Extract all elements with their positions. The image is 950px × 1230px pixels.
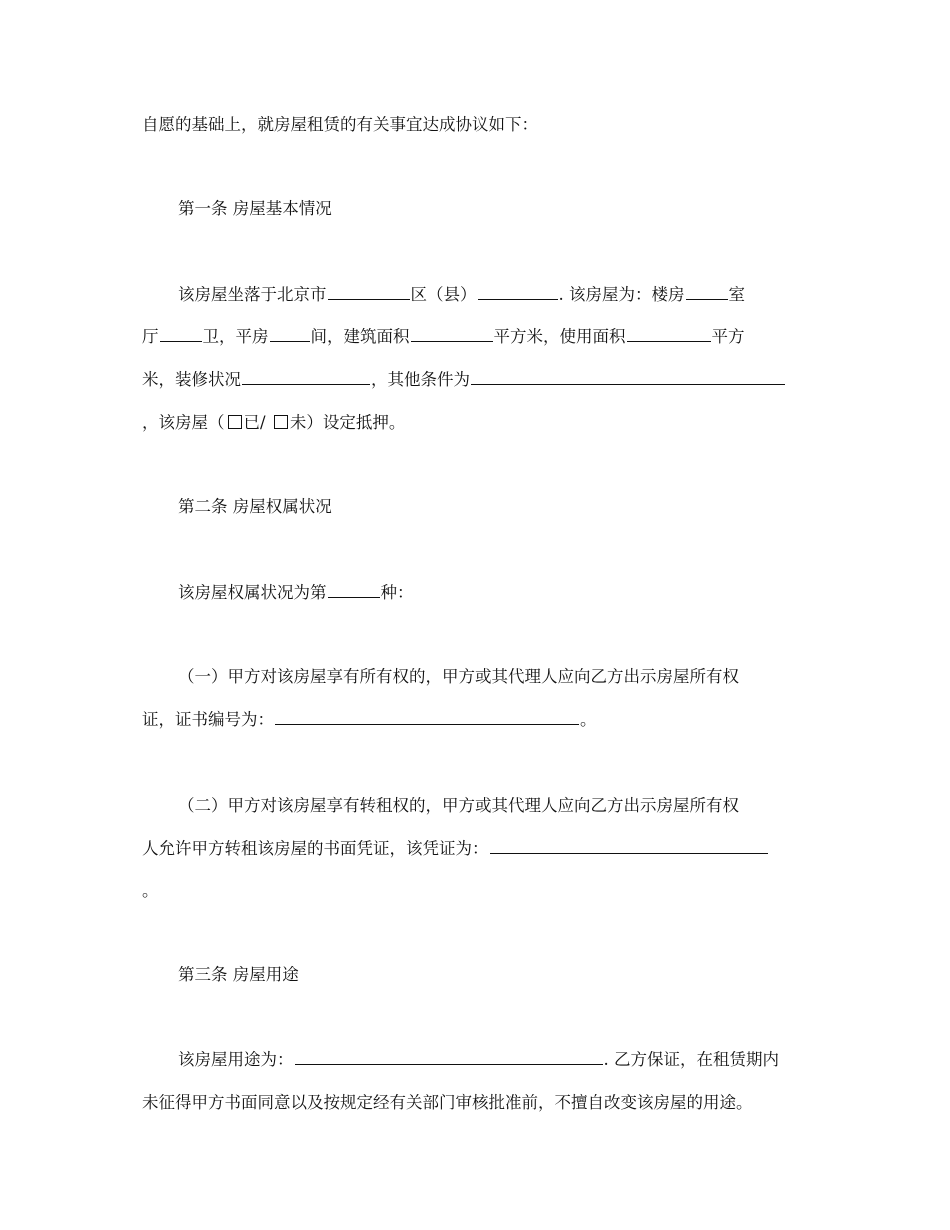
article-2-para-line-1 bbox=[178, 582, 414, 604]
blank-county-address[interactable] bbox=[478, 284, 558, 300]
ownership-option-2-line-3 bbox=[142, 880, 159, 902]
text-segment: . 该房屋为：楼房 bbox=[558, 285, 685, 304]
text-segment: 人允许甲方转租该房屋的书面凭证，该凭证为： bbox=[142, 839, 489, 858]
article-1-para-line-4 bbox=[142, 412, 405, 434]
checkbox-not-mortgaged[interactable] bbox=[274, 415, 288, 429]
text-segment: 平方 bbox=[711, 327, 745, 346]
text-segment: 。 bbox=[142, 881, 159, 900]
article-3-para-line-1 bbox=[178, 1049, 779, 1071]
text-segment: 平方米，使用面积 bbox=[493, 327, 626, 346]
ownership-option-1-line-2 bbox=[142, 709, 597, 731]
blank-decoration[interactable] bbox=[242, 369, 370, 385]
text-segment: （二）甲方对该房屋享有转租权的，甲方或其代理人应向乙方出示房屋所有权 bbox=[178, 796, 739, 815]
text-segment: 米，装修状况 bbox=[142, 370, 241, 389]
text-segment: ，该房屋（ bbox=[142, 413, 225, 432]
ownership-option-1-line-1 bbox=[178, 666, 739, 688]
blank-halls[interactable] bbox=[160, 326, 202, 342]
blank-usable-area[interactable] bbox=[627, 326, 711, 342]
article-3-heading bbox=[178, 964, 299, 986]
blank-rooms[interactable] bbox=[686, 284, 728, 300]
intro-text: 自愿的基础上，就房屋租赁的有关事宜达成协议如下： bbox=[142, 115, 538, 134]
text-segment: （一）甲方对该房屋享有所有权的，甲方或其代理人应向乙方出示房屋所有权 bbox=[178, 667, 739, 686]
text-segment: . 乙方保证，在租赁期内 bbox=[603, 1050, 779, 1069]
article-2-heading bbox=[178, 496, 332, 518]
text-segment: 种： bbox=[380, 583, 414, 602]
blank-house-use[interactable] bbox=[295, 1049, 603, 1065]
text-segment: ，其他条件为 bbox=[371, 370, 470, 389]
article-2-heading-text: 第二条 房屋权属状况 bbox=[178, 497, 332, 516]
article-1-para-line-3 bbox=[142, 369, 786, 391]
text-segment: 该房屋坐落于北京市 bbox=[178, 285, 327, 304]
intro-line bbox=[142, 114, 538, 136]
text-segment: 已/ bbox=[243, 413, 271, 432]
blank-district[interactable] bbox=[328, 284, 410, 300]
text-segment: 卫，平房 bbox=[202, 327, 269, 346]
article-1-heading-text: 第一条 房屋基本情况 bbox=[178, 199, 332, 218]
text-segment: 未）设定抵押。 bbox=[289, 413, 406, 432]
blank-sublease-certificate[interactable] bbox=[490, 838, 768, 854]
article-3-para-line-2 bbox=[142, 1092, 753, 1114]
blank-certificate-number[interactable] bbox=[275, 709, 579, 725]
ownership-option-2-line-2 bbox=[142, 838, 769, 860]
text-segment: 未征得甲方书面同意以及按规定经有关部门审核批准前，不擅自改变该房屋的用途。 bbox=[142, 1093, 753, 1112]
blank-other-conditions[interactable] bbox=[471, 369, 785, 385]
text-segment: 间，建筑面积 bbox=[310, 327, 410, 346]
text-segment: 厅 bbox=[142, 327, 159, 346]
text-segment: 室 bbox=[728, 285, 745, 304]
ownership-option-2-line-1 bbox=[178, 795, 739, 817]
blank-building-area[interactable] bbox=[411, 326, 493, 342]
article-3-heading-text: 第三条 房屋用途 bbox=[178, 965, 299, 984]
blank-bungalow-rooms[interactable] bbox=[270, 326, 310, 342]
article-1-para-line-2 bbox=[142, 326, 745, 348]
checkbox-mortgaged[interactable] bbox=[228, 415, 242, 429]
text-segment: 。 bbox=[580, 710, 597, 729]
text-segment: 该房屋权属状况为第 bbox=[178, 583, 327, 602]
text-segment: 证，证书编号为： bbox=[142, 710, 274, 729]
text-segment: 区（县） bbox=[410, 285, 477, 304]
text-segment: 该房屋用途为： bbox=[178, 1050, 294, 1069]
article-1-heading bbox=[178, 198, 332, 220]
blank-ownership-type[interactable] bbox=[328, 582, 380, 598]
article-1-para-line-1 bbox=[178, 284, 745, 306]
